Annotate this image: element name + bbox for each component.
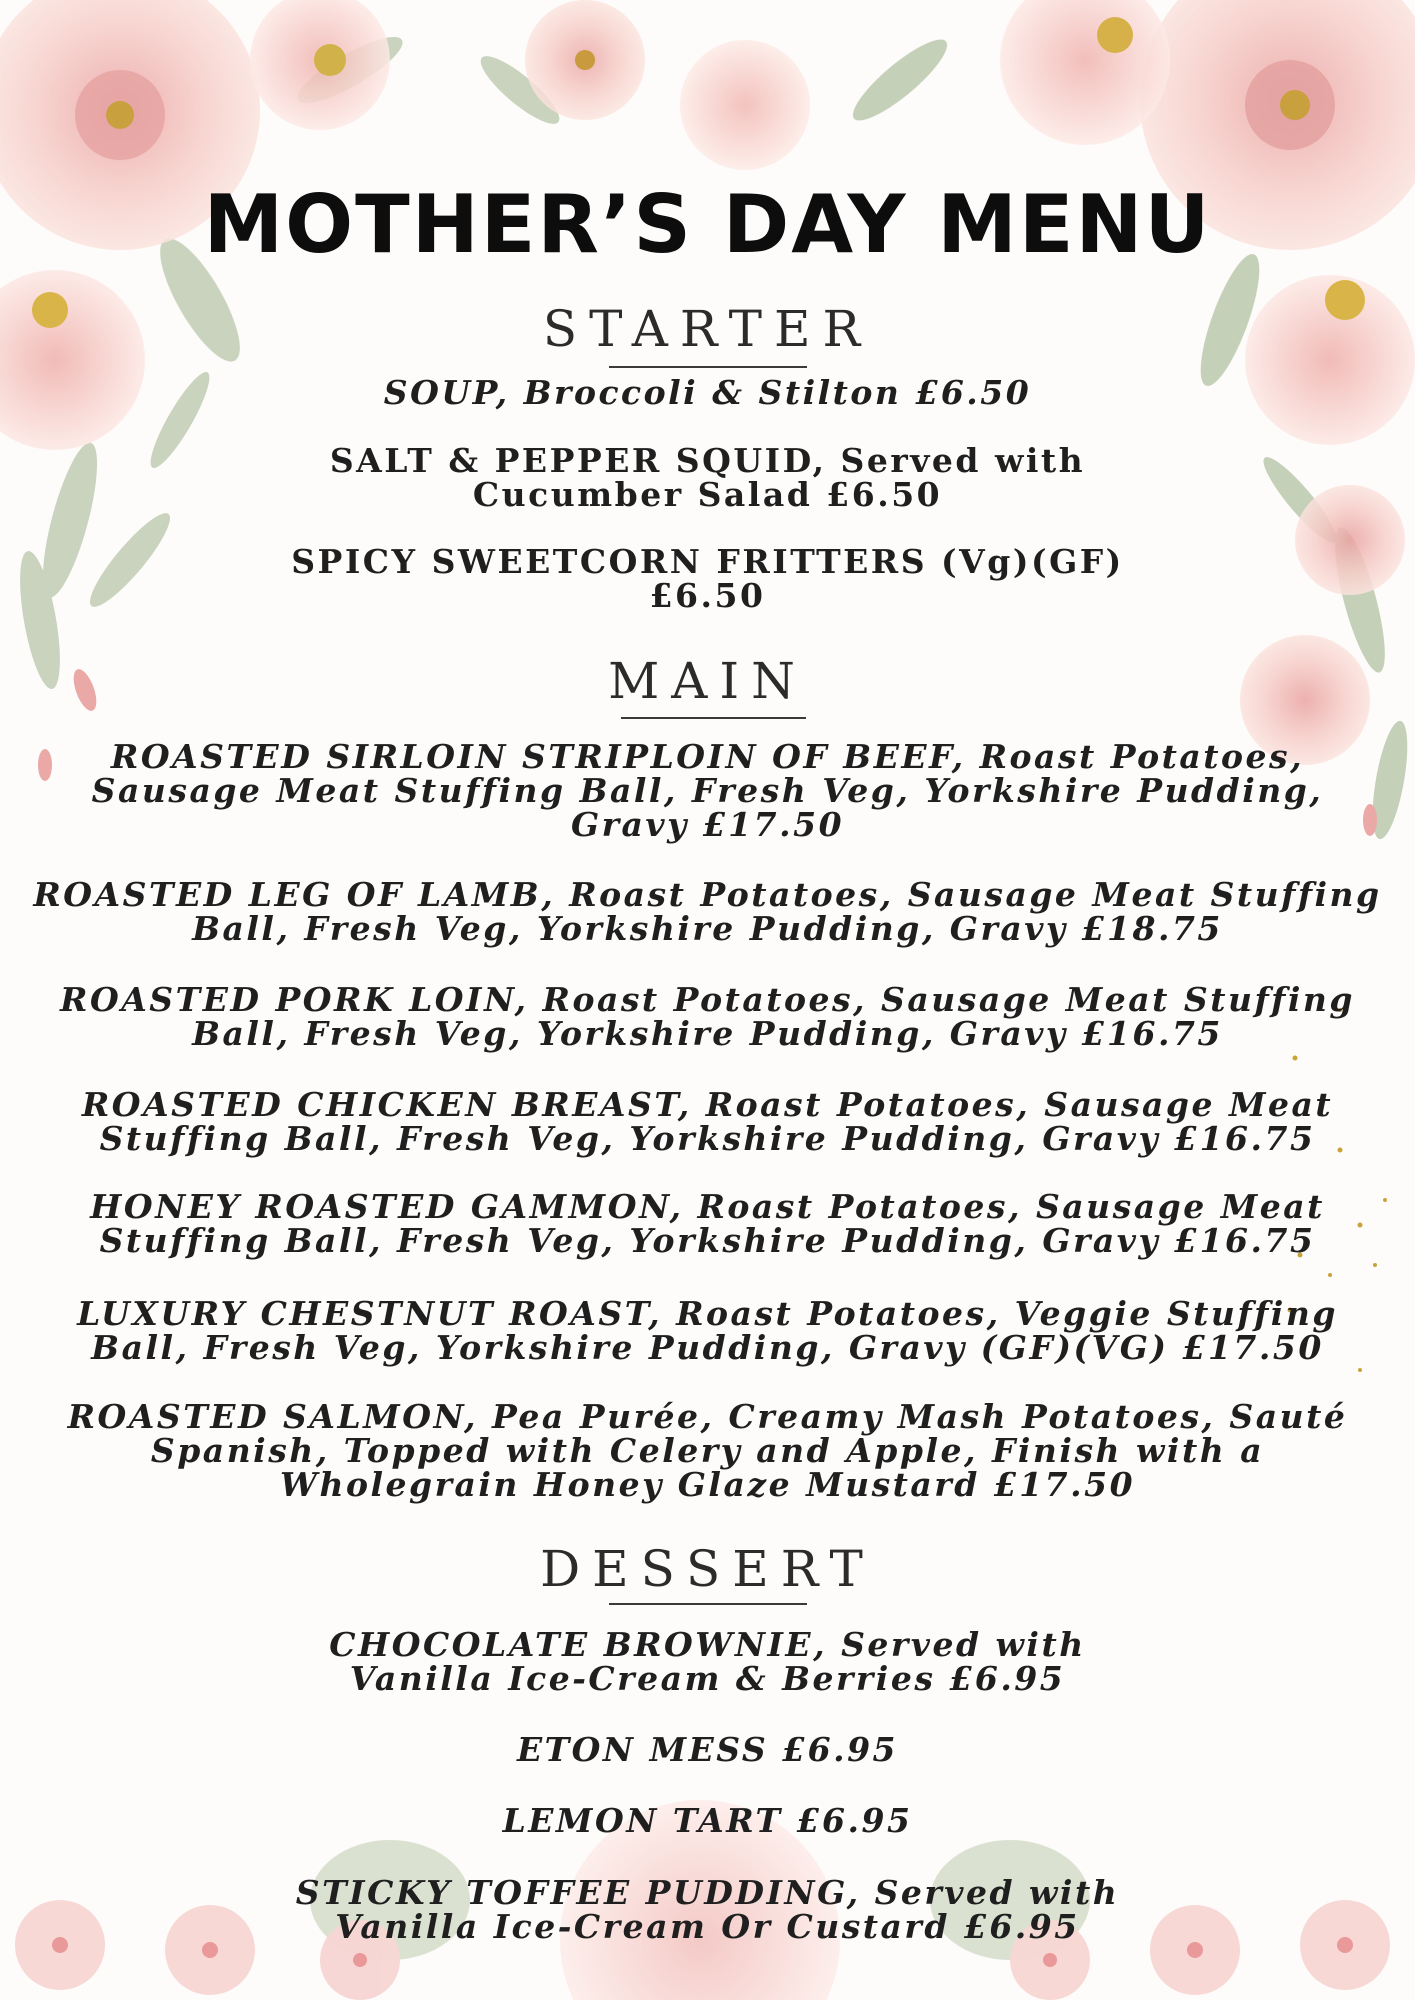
dessert-item-sticky-toffee: STICKY TOFFEE PUDDING, Served with Vanilla Ice-Cream Or Custard £6.95 bbox=[295, 1873, 1120, 1946]
dessert-item-brownie: CHOCOLATE BROWNIE, Served with Vanilla Ice-Cream & Berries £6.95 bbox=[329, 1625, 1086, 1698]
section-heading-starter: STARTER bbox=[542, 300, 873, 358]
main-item-lamb: ROASTED LEG OF LAMB, Roast Potatoes, Sausage Meat Stuffing Ball, Fresh Veg, Yorkshire Pudding, Gravy £18.75 bbox=[33, 875, 1382, 948]
main-item-beef: ROASTED SIRLOIN STRIPLOIN OF BEEF, Roast Potatoes, Sausage Meat Stuffing Ball, Fresh Veg, Yorkshire Pudding, Gravy £17.50 bbox=[91, 737, 1324, 844]
starter-item-soup: SOUP, Broccoli & Stilton £6.50 bbox=[383, 373, 1032, 412]
dessert-divider bbox=[609, 1603, 807, 1605]
dessert-item-lemon-tart: LEMON TART £6.95 bbox=[502, 1801, 913, 1840]
dessert-item-eton-mess: ETON MESS £6.95 bbox=[516, 1730, 899, 1769]
starter-item-squid: SALT & PEPPER SQUID, Served with Cucumber Salad £6.50 bbox=[329, 441, 1086, 514]
menu-title: MOTHER’S DAY MENU bbox=[203, 178, 1212, 271]
starter-item-fritters: SPICY SWEETCORN FRITTERS (Vg)(GF) £6.50 bbox=[291, 542, 1124, 615]
main-item-chicken: ROASTED CHICKEN BREAST, Roast Potatoes, Sausage Meat Stuffing Ball, Fresh Veg, Yorkshire Pudding, Gravy £16.75 bbox=[81, 1085, 1334, 1158]
section-heading-main: MAIN bbox=[608, 652, 807, 710]
main-divider bbox=[621, 717, 806, 719]
main-item-chestnut-roast: LUXURY CHESTNUT ROAST, Roast Potatoes, Veggie Stuffing Ball, Fresh Veg, Yorkshire Pudding, Gravy (GF)(VG) £17.50 bbox=[77, 1294, 1338, 1367]
main-item-pork: ROASTED PORK LOIN, Roast Potatoes, Sausage Meat Stuffing Ball, Fresh Veg, Yorkshire Pudding, Gravy £16.75 bbox=[60, 980, 1355, 1053]
main-item-salmon: ROASTED SALMON, Pea Purée, Creamy Mash Potatoes, Sauté Spanish, Topped with Celery and Apple, Finish with a Wholegrain Honey Glaze Mustard £17.50 bbox=[67, 1397, 1348, 1504]
starter-divider bbox=[609, 366, 807, 368]
main-item-gammon: HONEY ROASTED GAMMON, Roast Potatoes, Sausage Meat Stuffing Ball, Fresh Veg, Yorkshire Pudding, Gravy £16.75 bbox=[90, 1187, 1325, 1260]
section-heading-dessert: DESSERT bbox=[540, 1540, 875, 1598]
